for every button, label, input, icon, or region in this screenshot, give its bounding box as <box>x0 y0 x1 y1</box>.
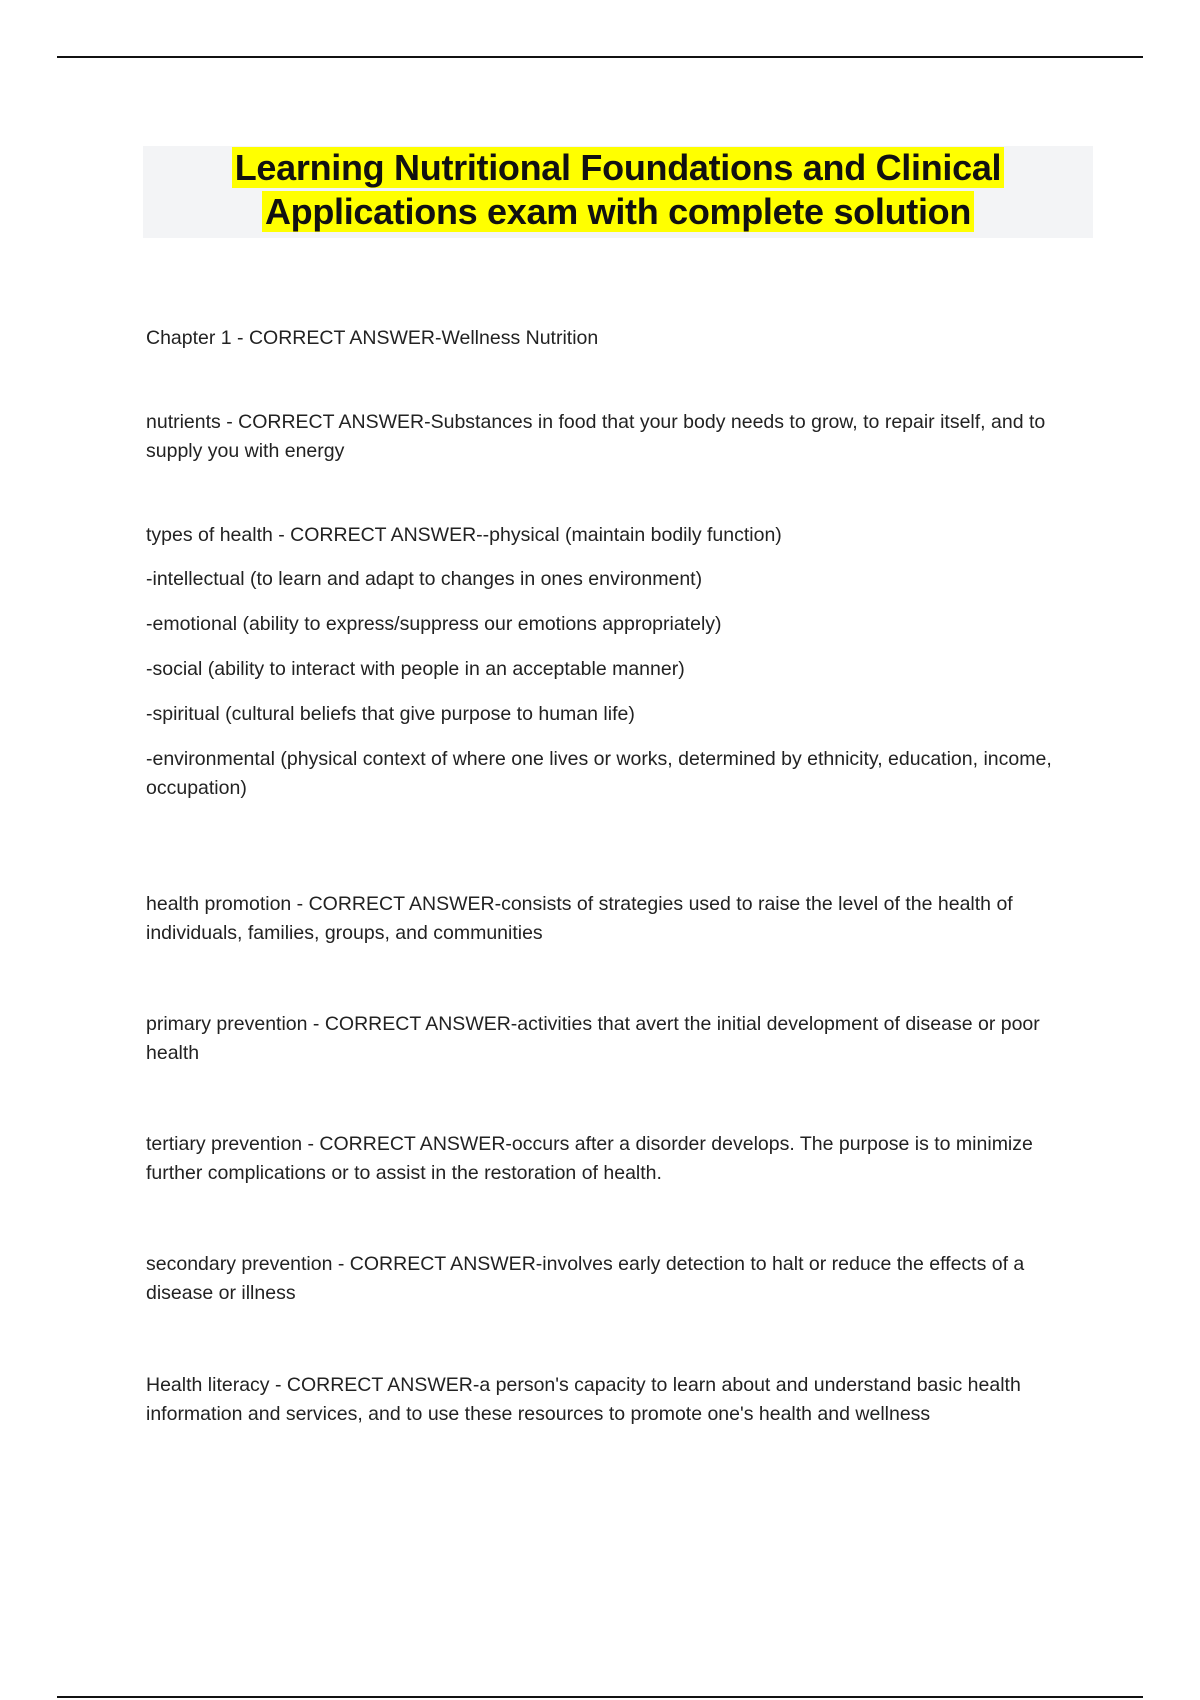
document-title <box>143 146 1093 238</box>
bottom-rule <box>57 1696 1143 1698</box>
entry-secondary-prevention: secondary prevention - CORRECT ANSWER-involves early detection to halt or reduce the effects of a disease or illness <box>146 1253 1025 1304</box>
entry-types-of-health: types of health - CORRECT ANSWER--physical (maintain bodily function) <box>146 524 782 546</box>
title-line-1: Learning Nutritional Foundations and Clinical <box>143 146 1093 190</box>
types-of-health-line: -emotional (ability to express/suppress our emotions appropriately) <box>146 613 722 635</box>
title-line-2: Applications exam with complete solution <box>143 190 1093 234</box>
entry-tertiary-prevention: tertiary prevention - CORRECT ANSWER-occurs after a disorder develops. The purpose is to minimize further complications or to assist in the restoration of health. <box>146 1133 1033 1184</box>
top-rule <box>57 56 1143 58</box>
entry-nutrients: nutrients - CORRECT ANSWER-Substances in food that your body needs to grow, to repair itself, and to supply you with energy <box>146 411 1046 462</box>
entry-primary-prevention: primary prevention - CORRECT ANSWER-activities that avert the initial development of disease or poor health <box>146 1013 1040 1064</box>
types-of-health-line: -intellectual (to learn and adapt to changes in ones environment) <box>146 568 703 590</box>
types-of-health-line: -environmental (physical context of where one lives or works, determined by ethnicity, education, income, occupation) <box>146 748 1052 799</box>
entry-chapter-1: Chapter 1 - CORRECT ANSWER-Wellness Nutrition <box>146 327 599 349</box>
types-of-health-line: -spiritual (cultural beliefs that give purpose to human life) <box>146 703 635 725</box>
entry-health-literacy: Health literacy - CORRECT ANSWER-a person's capacity to learn about and understand basic health information and services, and to use these resources to promote one's health and wellness <box>146 1374 1021 1425</box>
types-of-health-line: -social (ability to interact with people in an acceptable manner) <box>146 658 685 680</box>
entry-health-promotion: health promotion - CORRECT ANSWER-consists of strategies used to raise the level of the health of individuals, families, groups, and communities <box>146 893 1013 944</box>
